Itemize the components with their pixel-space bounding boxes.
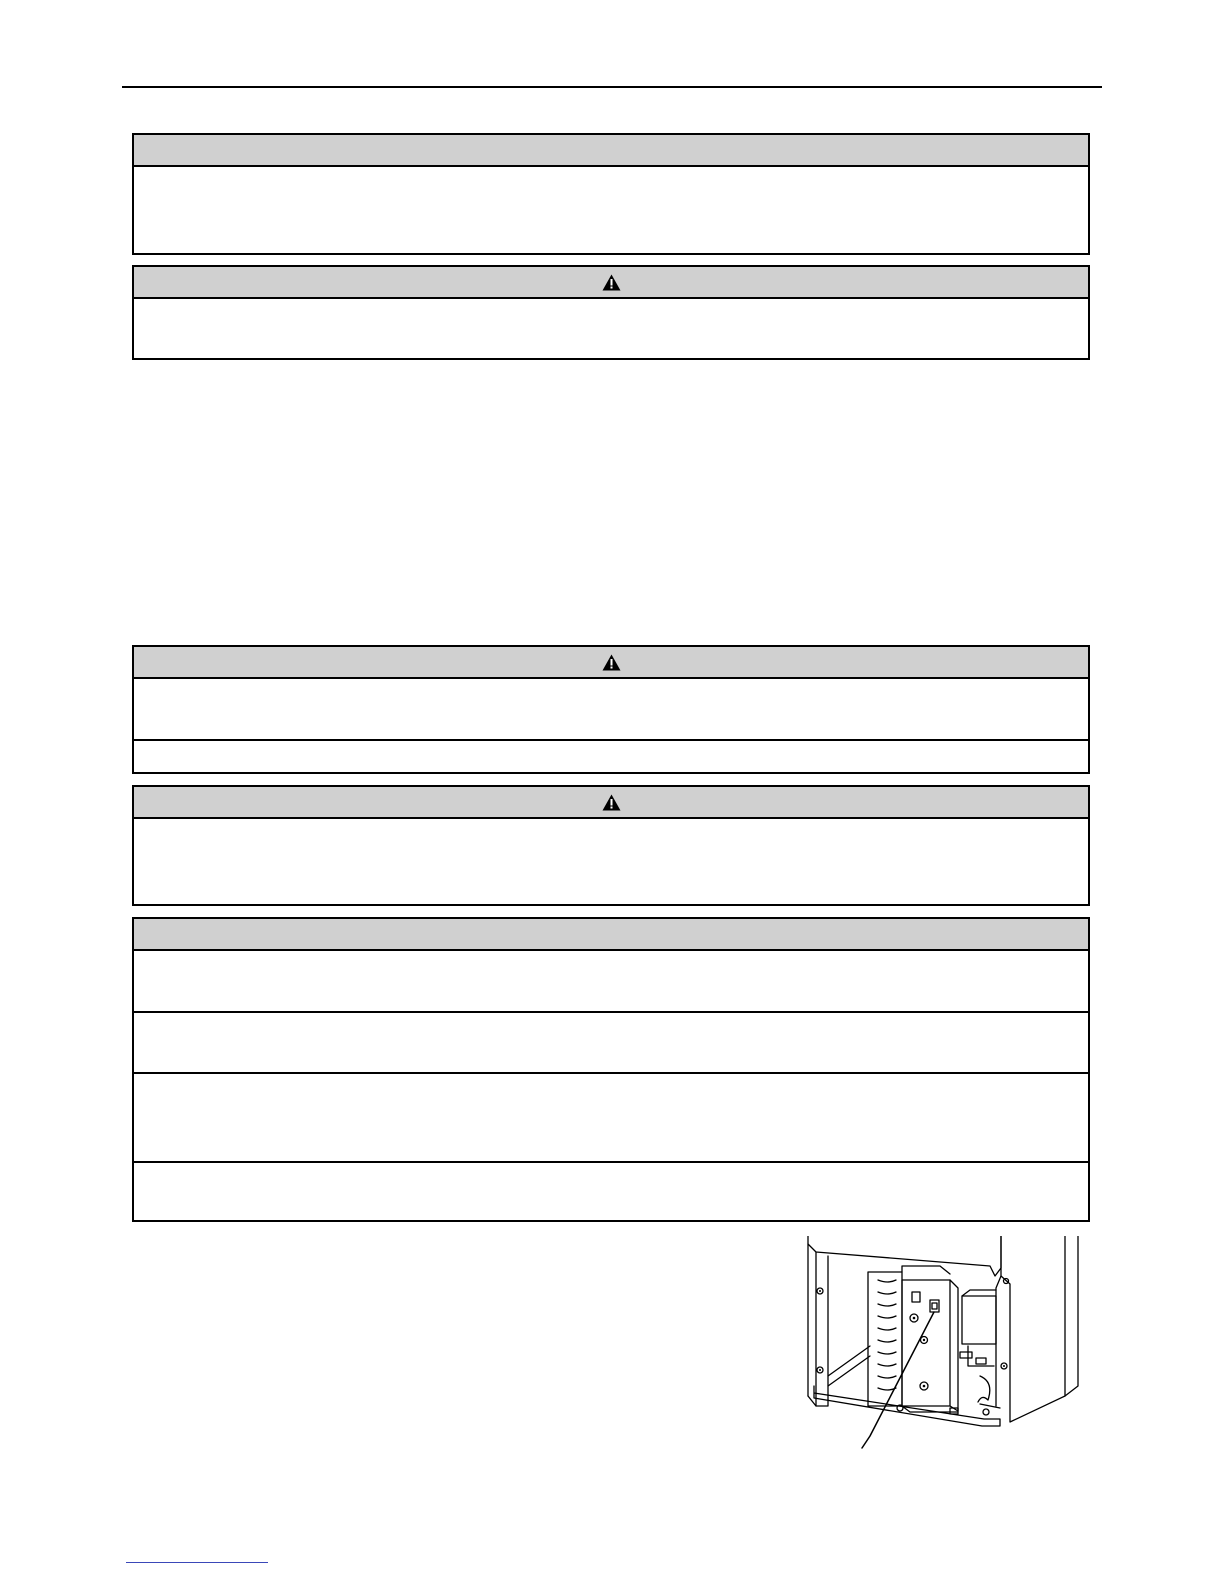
notice-header <box>134 919 1088 951</box>
notice-body <box>134 1074 1088 1163</box>
notice-body <box>134 819 1088 906</box>
notice-header <box>134 647 1088 679</box>
warning-triangle-icon <box>602 654 621 671</box>
notice-body <box>134 167 1088 255</box>
header-rule <box>122 86 1102 88</box>
footer-link-underline[interactable] <box>126 1562 268 1563</box>
notice-header <box>134 787 1088 819</box>
notice-box-2 <box>132 265 1090 360</box>
notice-header <box>134 135 1088 167</box>
warning-triangle-icon <box>602 794 621 811</box>
notice-box-1 <box>132 133 1090 255</box>
notice-body <box>134 1163 1088 1220</box>
notice-header <box>134 267 1088 299</box>
notice-body <box>134 1013 1088 1074</box>
notice-body <box>134 741 1088 774</box>
notice-body <box>134 679 1088 741</box>
unit-base-illustration <box>800 1236 1094 1450</box>
warning-triangle-icon <box>602 274 621 291</box>
notice-body <box>134 951 1088 1013</box>
notice-box-5 <box>132 917 1090 1222</box>
notice-body <box>134 299 1088 360</box>
notice-box-3 <box>132 645 1090 774</box>
notice-box-4 <box>132 785 1090 906</box>
